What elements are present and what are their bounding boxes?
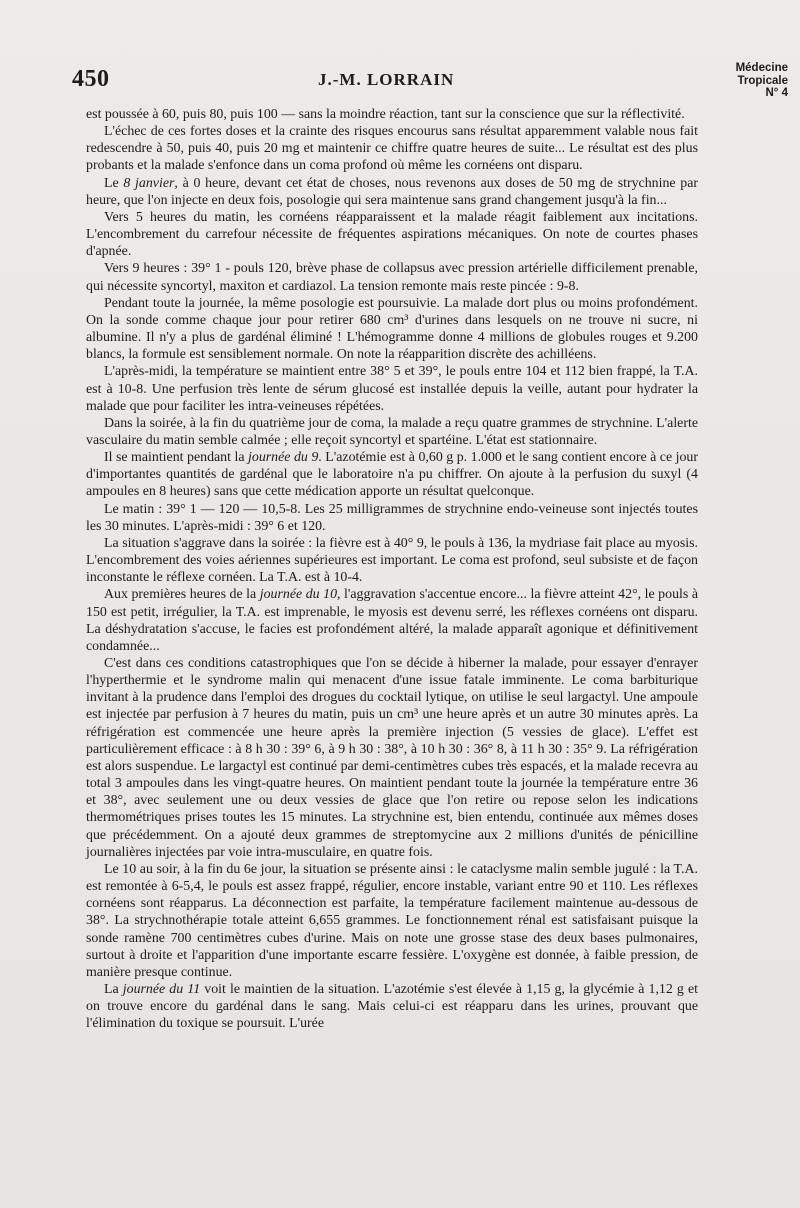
date-emphasis: journée du 11 [122, 981, 201, 997]
paragraph: Le 8 janvier, à 0 heure, devant cet état de choses, nous revenons aux doses de 50 mg de strychnine par heure, que l'on injecte en deux fois, posologie qui sera maintenue sans grand changement jusqu'à la fin... [86, 175, 699, 208]
journal-line: Tropicale [737, 74, 788, 87]
paragraph: Aux premières heures de la journée du 10, l'aggravation s'accentue encore... la fièvre atteint 42°, le pouls à 150 est petit, irrégulier, la T.A. est imprenable, le myosis est devenu serré, les réflexes cornéens ont disparu. La déshydratation s'accuse, le facies est profondément altéré, la malade apparaît agonique et définitivement condamnée... [86, 587, 698, 654]
journal-line: Médecine [735, 62, 788, 74]
paragraph: L'échec de ces fortes doses et la crainte des risques encourus sans résultat apparemment valable nous fait redescendre à 50, puis 40, puis 20 mg et maintenir ce chiffre quatre heures de suite... Le résultat est des plus probants et la malade s'enfonce dans un coma profond où même les cornéens ont disparu. [86, 124, 698, 174]
paragraph: Vers 5 heures du matin, les cornéens réapparaissent et la malade réagit faiblement aux incitations. L'encombrement du carrefour nécessite de fréquentes aspirations mécaniques. On note de courtes phases d'apnée. [86, 209, 698, 260]
date-emphasis: journée du 9 [248, 450, 319, 466]
running-header [0, 62, 800, 102]
date-emphasis: 8 janvier [123, 175, 175, 191]
author-name: J.-M. LORRAIN [318, 70, 455, 89]
paragraph: Il se maintient pendant la journée du 9. L'azotémie est à 0,60 g p. 1.000 et le sang contient encore à ce jour d'importantes quantités de gardénal que le laboratoire n'a pu chiffrer. On ajoute à la perfusion du suxyl (4 ampoules en 8 heures) sans que cette médication apporte un résultat quelconque. [86, 450, 698, 500]
paragraph: La journée du 11 voit le maintien de la situation. L'azotémie s'est élevée à 1,15 g, la glycémie à 1,12 g et on trouve encore du gardénal dans le sang. Mais celui-ci est réapparu dans les urines, prouvant que l'élimination du toxique se poursuit. L'urée [86, 981, 698, 1032]
paragraph: Le 10 au soir, à la fin du 6e jour, la situation se présente ainsi : le cataclysme malin semble jugulé : la T.A. est remontée à 6-5,4, le pouls est assez frappé, régulier, encore instable, variant entre 90 et 110. Les réflexes cornéens sont réapparus. La déconnection est parfaite, la température facilement maintenue au-dessous de 38°. La strychnothérapie totale atteint 6,655 grammes. Le fonctionnement rénal est satisfaisant puisque la sonde ramène 700 centimètres cubes d'urine. Mais on note une grosse stase des deux bases pulmonaires, surtout à droite et l'apparition d'une importante escarre fessière. L'oxygène est donnée, à faible pression, de manière presque continue. [86, 861, 698, 980]
date-emphasis: journée du 10 [259, 587, 338, 603]
journal-label [736, 62, 788, 100]
journal-issue: N° 4 [765, 87, 788, 99]
paragraph: Vers 9 heures : 39° 1 - pouls 120, brève phase de collapsus avec pression artérielle difficilement prenable, qui nécessite syncortyl, maxiton et cardiazol. La tension remonte mais reste pincée : 9-8. [86, 261, 698, 294]
paragraph: Le matin : 39° 1 — 120 — 10,5-8. Les 25 milligrammes de strychnine endo-veineuse sont injectés toutes les 30 minutes. L'après-midi : 39° 6 et 120. [86, 501, 698, 534]
paragraph: L'après-midi, la température se maintient entre 38° 5 et 39°, le pouls entre 104 et 112 bien frappé, la T.A. est à 10-8. Une perfusion très lente de sérum glucosé est installée depuis la veille, autant pour hydrater la malade que pour faciliter les intra-veineuses répétées. [86, 364, 698, 414]
paragraph: est poussée à 60, puis 80, puis 100 — sans la moindre réaction, tant sur la conscience que sur la réflectivité. [86, 107, 685, 122]
page-number: 450 [72, 66, 110, 92]
paragraph: C'est dans ces conditions catastrophiques que l'on se décide à hiberner la malade, pour essayer d'enrayer l'hyperthermie et le syndrome malin qui menacent d'une issue fatale imminente. Le coma barbiturique invitant à la prudence dans l'emploi des drogues du cocktail lytique, on utilise le seul largactyl. Une ampoule est injectée par perfusion à 7 heures du matin, puis un cm³ une heure après et un autre 30 minutes après. La réfrigération est commencée une heure après la première injection (5 vessies de glace). L'effet est particulièrement efficace : à 8 h 30 : 39° 6, à 9 h 30 : 38°, à 10 h 30 : 36° 8, à 11 h 30 : 35° 9. La réfrigération est alors suspendue. Le largactyl est continué par demi-centimètres cubes très espacés, et la malade recevra au total 3 ampoules dans les vingt-quatre heures. On maintient pendant toute la journée la température entre 36 et 38°, avec seulement une ou deux vessies de glace que l'on retire ou repose selon les indications thermométriques prises toutes les 15 minutes. La strychnine est, bien entendu, continuée aux mêmes doses que précédemment. On a ajouté deux grammes de streptomycine aux 2 millions d'unités de pénicilline journalières injectées par voie intra-musculaire, en quatre fois. [86, 656, 698, 860]
paragraph: Pendant toute la journée, la même posologie est poursuivie. La malade dort plus ou moins profondément. On la sonde comme chaque jour pour retirer 680 cm³ d'urines dans lesquels on ne trouve ni sucre, ni albumine. Il n'y a plus de gardénal éliminé ! L'hémogramme donne 4 millions de globules rouges et 9.200 blancs, la formule est sensiblement normale. On note la réapparition discrète des achilléens. [86, 295, 698, 363]
article-body [86, 106, 698, 1032]
paragraph: La situation s'aggrave dans la soirée : la fièvre est à 40° 9, le pouls à 136, la mydriase fait place au myosis. L'encombrement des voies aériennes supérieures est important. Le coma est profond, seul subsiste et de façon inconstante le réflexe cornéen. La T.A. est à 10-4. [86, 535, 698, 586]
paragraph: Dans la soirée, à la fin du quatrième jour de coma, la malade a reçu quatre grammes de strychnine. L'alerte vasculaire du matin semble calmée ; elle reçoit syncortyl et spartéine. L'état est stationnaire. [86, 415, 698, 448]
